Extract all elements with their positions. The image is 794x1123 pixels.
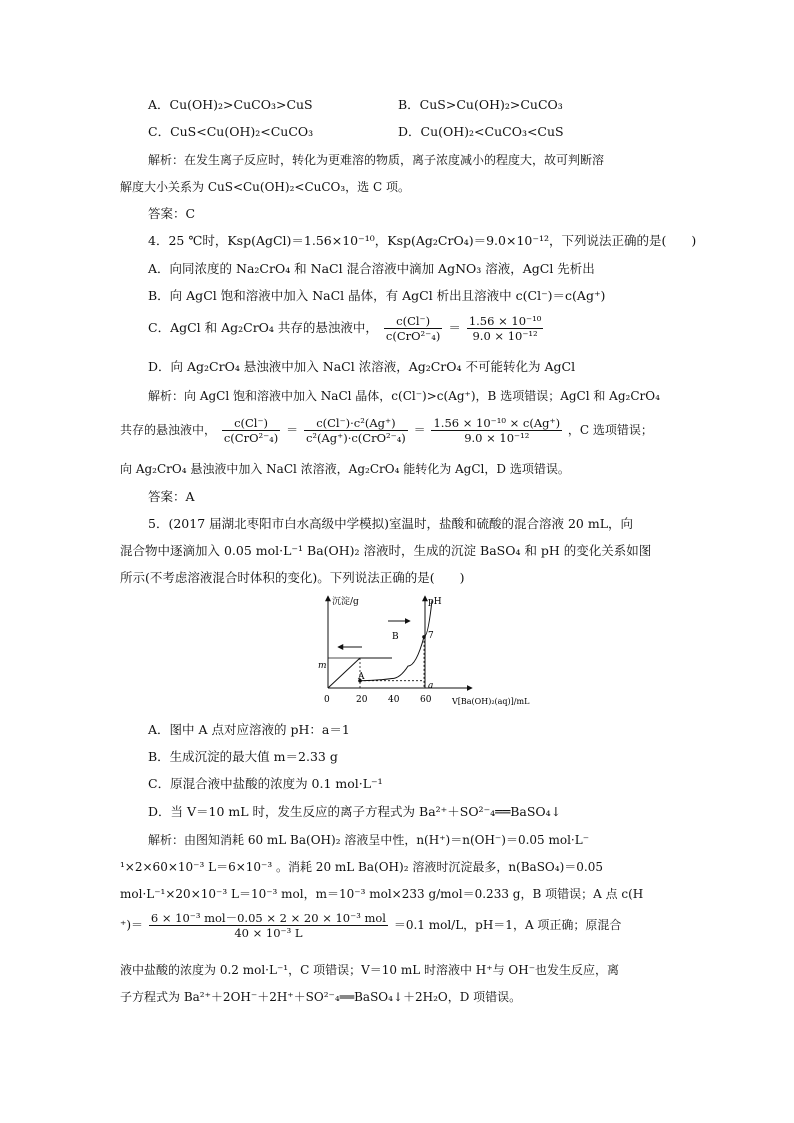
q5-option-c: C．原混合液中盐酸的浓度为 0.1 mol·L⁻¹ [148, 776, 383, 791]
x-tick-label: 20 [356, 695, 368, 705]
fraction-denominator: c(CrO²⁻₄) [223, 431, 279, 445]
equals-sign: ＝ [448, 320, 461, 335]
fraction-denominator: c²(Ag⁺)·c(CrO²⁻₄) [305, 431, 406, 445]
right-tick-a: a [428, 681, 434, 691]
x-tick-label: 0 [324, 695, 330, 705]
chart-series-group [328, 600, 432, 688]
fraction-numerator: 6 × 10⁻³ mol－0.05 × 2 × 20 × 10⁻³ mol [150, 911, 386, 925]
q4-answer: 答案：A [148, 489, 195, 504]
q5-analysis-line1: 解析：由图知消耗 60 mL Ba(OH)₂ 溶液呈中性，n(H⁺)＝n(OH⁻)＝0.05 mol·L⁻ [148, 833, 590, 847]
precipitate-ph-chart [300, 590, 540, 720]
fraction-denominator: 9.0 × 10⁻¹² [472, 329, 538, 343]
fraction-numerator: 1.56 × 10⁻¹⁰ × c(Ag⁺) [433, 416, 561, 430]
q5-option-a: A．图中 A 点对应溶液的 pH：a＝1 [148, 722, 350, 737]
q4-option-c-ratio [467, 314, 543, 343]
q4-analysis-line2 [120, 416, 653, 445]
q4-analysis-fraction-1 [222, 416, 280, 445]
equals-sign: ＝ [413, 423, 426, 437]
q4-option-c [148, 314, 545, 343]
x-axis-label: V[Ba(OH)₂(aq)]/mL [452, 697, 530, 706]
q3-option-b: B．CuS>Cu(OH)₂>CuCO₃ [398, 97, 563, 112]
point-b-label: B [392, 632, 399, 642]
q5-analysis-line3: mol·L⁻¹×20×10⁻³ L＝10⁻³ mol，m＝10⁻³ mol×233 g/mol＝0.233 g，B 项错误；A 点 c(H [120, 887, 644, 901]
q3-option-d: D．Cu(OH)₂<CuCO₃<CuS [398, 124, 564, 139]
x-tick-label: 60 [420, 695, 432, 705]
q4-analysis-fraction-3 [431, 416, 562, 445]
q3-option-a: A．Cu(OH)₂>CuCO₃>CuS [148, 97, 313, 112]
x-tick-labels [324, 695, 432, 705]
q4-option-b: B．向 AgCl 饱和溶液中加入 NaCl 晶体，有 AgCl 析出且溶液中 c(Cl⁻)＝c(Ag⁺) [148, 288, 606, 303]
q5-analysis-line2: ¹×2×60×10⁻³ L＝6×10⁻³ 。消耗 20 mL Ba(OH)₂ 溶液时沉淀最多，n(BaSO₄)＝0.05 [120, 860, 603, 874]
q3-answer: 答案：C [148, 206, 196, 221]
q3-option-c: C．CuS<Cu(OH)₂<CuCO₃ [148, 124, 314, 139]
q5-analysis-prefix: ⁺)＝ [120, 918, 144, 932]
x-tick-label: 40 [388, 695, 400, 705]
fraction-numerator: c(Cl⁻) [222, 416, 280, 431]
q5-option-d: D．当 V＝10 mL 时，发生反应的离子方程式为 Ba²⁺＋SO²⁻₄══BaSO₄↓ [148, 804, 562, 819]
q4-stem: 4．25 ℃时，Ksp(AgCl)＝1.56×10⁻¹⁰，Ksp(Ag₂CrO₄)＝9.0×10⁻¹²，下列说法正确的是( ) [148, 233, 697, 248]
left-axis-label: 沉淀/g [332, 597, 359, 607]
q5-stem-line1: 5．(2017 届湖北枣阳市白水高级中学模拟)室温时，盐酸和硫酸的混合溶液 20 mL，向 [148, 516, 633, 531]
q5-analysis-line5: 液中盐酸的浓度为 0.2 mol·L⁻¹，C 项错误；V＝10 mL 时溶液中 H⁺与 OH⁻也发生反应，离 [120, 963, 620, 977]
fraction-numerator: c(Cl⁻) [384, 314, 442, 329]
q4-analysis-suffix: ，C 选项错误； [567, 423, 653, 437]
equals-sign: ＝ [286, 423, 299, 437]
q4-analysis-line3: 向 Ag₂CrO₄ 悬浊液中加入 NaCl 浓溶液，Ag₂CrO₄ 能转化为 AgCl，D 选项错误。 [120, 462, 570, 476]
q5-analysis-fraction [149, 911, 388, 940]
fraction-denominator: 9.0 × 10⁻¹² [464, 431, 530, 445]
q4-option-a: A．向同浓度的 Na₂CrO₄ 和 NaCl 混合溶液中滴加 AgNO₃ 溶液，AgCl 先析出 [148, 261, 595, 276]
point-a-label: A [358, 672, 365, 682]
fraction-denominator: c(CrO²⁻₄) [385, 329, 441, 343]
q4-analysis-line1: 解析：向 AgCl 饱和溶液中加入 NaCl 晶体，c(Cl⁻)>c(Ag⁺)，B 选项错误；AgCl 和 Ag₂CrO₄ [148, 389, 660, 403]
q4-option-c-fraction [384, 314, 442, 343]
left-value-m: m [318, 661, 327, 671]
q5-stem-line3: 所示(不考虑溶液混合时体积的变化)。下列说法正确的是( ) [120, 570, 465, 585]
q3-analysis-line1: 解析：在发生离子反应时，转化为更难溶的物质，离子浓度减小的程度大，故可判断溶 [148, 153, 605, 167]
right-axis-label: pH [428, 597, 442, 607]
q5-option-b: B．生成沉淀的最大值 m＝2.33 g [148, 749, 338, 764]
fraction-numerator: 1.56 × 10⁻¹⁰ [468, 314, 542, 328]
fraction-denominator: 40 × 10⁻³ L [234, 926, 303, 940]
q5-analysis-line6: 子方程式为 Ba²⁺＋2OH⁻＋2H⁺＋SO²⁻₄══BaSO₄↓＋2H₂O，D 项错误。 [120, 990, 522, 1004]
q4-analysis-prefix: 共存的悬浊液中， [120, 423, 217, 437]
q4-option-d: D．向 Ag₂CrO₄ 悬浊液中加入 NaCl 浓溶液，Ag₂CrO₄ 不可能转化为 AgCl [148, 359, 576, 374]
q5-analysis-line4 [120, 911, 621, 940]
q3-analysis-line2: 解度大小关系为 CuS<Cu(OH)₂<CuCO₃，选 C 项。 [120, 180, 410, 194]
fraction-numerator: c(Cl⁻)·c²(Ag⁺) [304, 416, 408, 431]
point-b-marker [422, 635, 426, 639]
q5-stem-line2: 混合物中逐滴加入 0.05 mol·L⁻¹ Ba(OH)₂ 溶液时，生成的沉淀 BaSO₄ 和 pH 的变化关系如图 [120, 543, 652, 558]
q4-analysis-fraction-2 [304, 416, 408, 445]
q4-option-c-prefix: C．AgCl 和 Ag₂CrO₄ 共存的悬浊液中， [148, 320, 378, 335]
right-tick-7: 7 [428, 631, 434, 641]
q5-analysis-suffix: ＝0.1 mol/L，pH＝1，A 项正确；原混合 [393, 918, 622, 932]
